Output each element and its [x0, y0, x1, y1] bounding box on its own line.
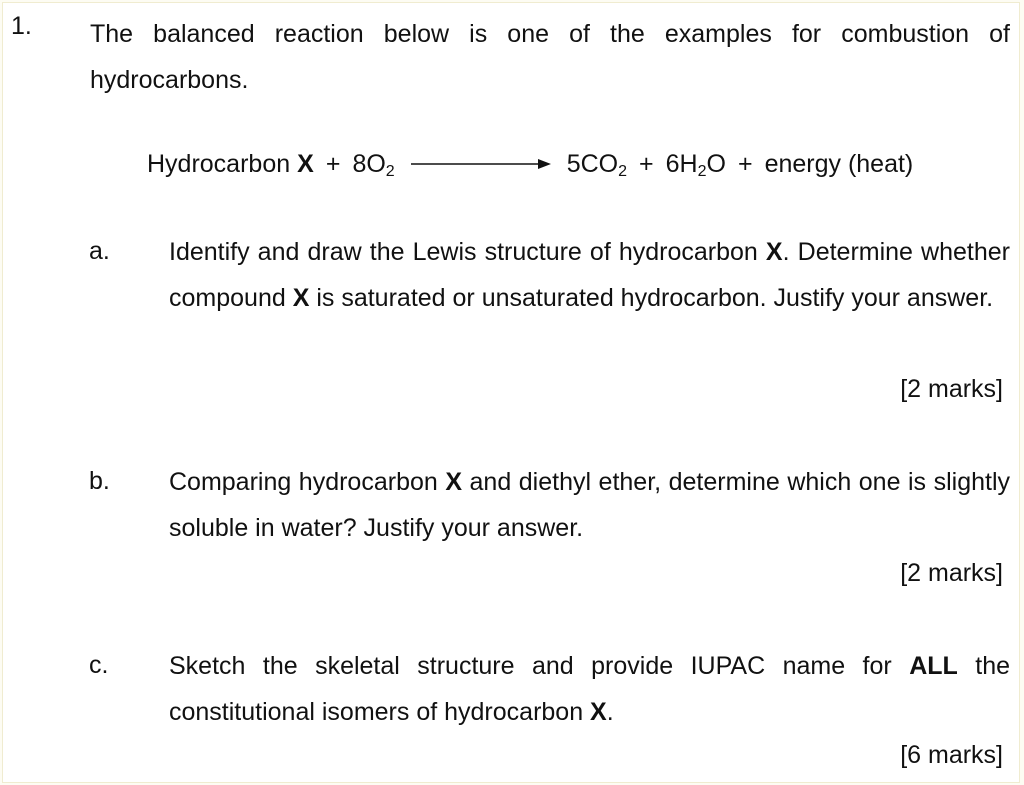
part-b-letter: b.	[89, 467, 110, 495]
reactant-label: Hydrocarbon	[147, 149, 291, 178]
reaction-arrow-icon	[411, 157, 551, 171]
oxygen-term: $8O_2$	[352, 149, 395, 180]
part-c-marks: [6 marks]	[900, 741, 1003, 769]
part-b-marks: [2 marks]	[900, 559, 1003, 587]
carbon-dioxide-term: $5CO_2$	[566, 149, 628, 180]
part-a-marks: [2 marks]	[900, 375, 1003, 403]
water-term: $6H_2O$	[665, 149, 726, 180]
part-c-text: Sketch the skeletal structure and provide IUPAC name for ALL the constitutional isomers of hydrocarbon X.	[169, 652, 1010, 726]
question-stem: The balanced reaction below is one of the examples for combustion of hydrocarbons.	[90, 20, 1010, 94]
part-a-letter: a.	[89, 237, 110, 265]
plus-sign: +	[737, 149, 753, 178]
part-c-letter: c.	[89, 651, 109, 679]
reactant-symbol: X	[297, 149, 314, 178]
question-number: 1.	[11, 12, 32, 40]
chemical-equation	[147, 147, 913, 181]
exam-page	[2, 2, 1020, 783]
energy-term: energy (heat)	[764, 149, 914, 178]
part-a-text: Identify and draw the Lewis structure of hydrocarbon X. Determine whether compound X is saturated or unsaturated hydrocarbon. Justify your answer.	[169, 238, 1010, 312]
plus-sign: +	[325, 149, 341, 178]
part-b-text: Comparing hydrocarbon X and diethyl ether, determine which one is slightly soluble in water? Justify your answer.	[169, 468, 1010, 542]
plus-sign: +	[639, 149, 654, 178]
